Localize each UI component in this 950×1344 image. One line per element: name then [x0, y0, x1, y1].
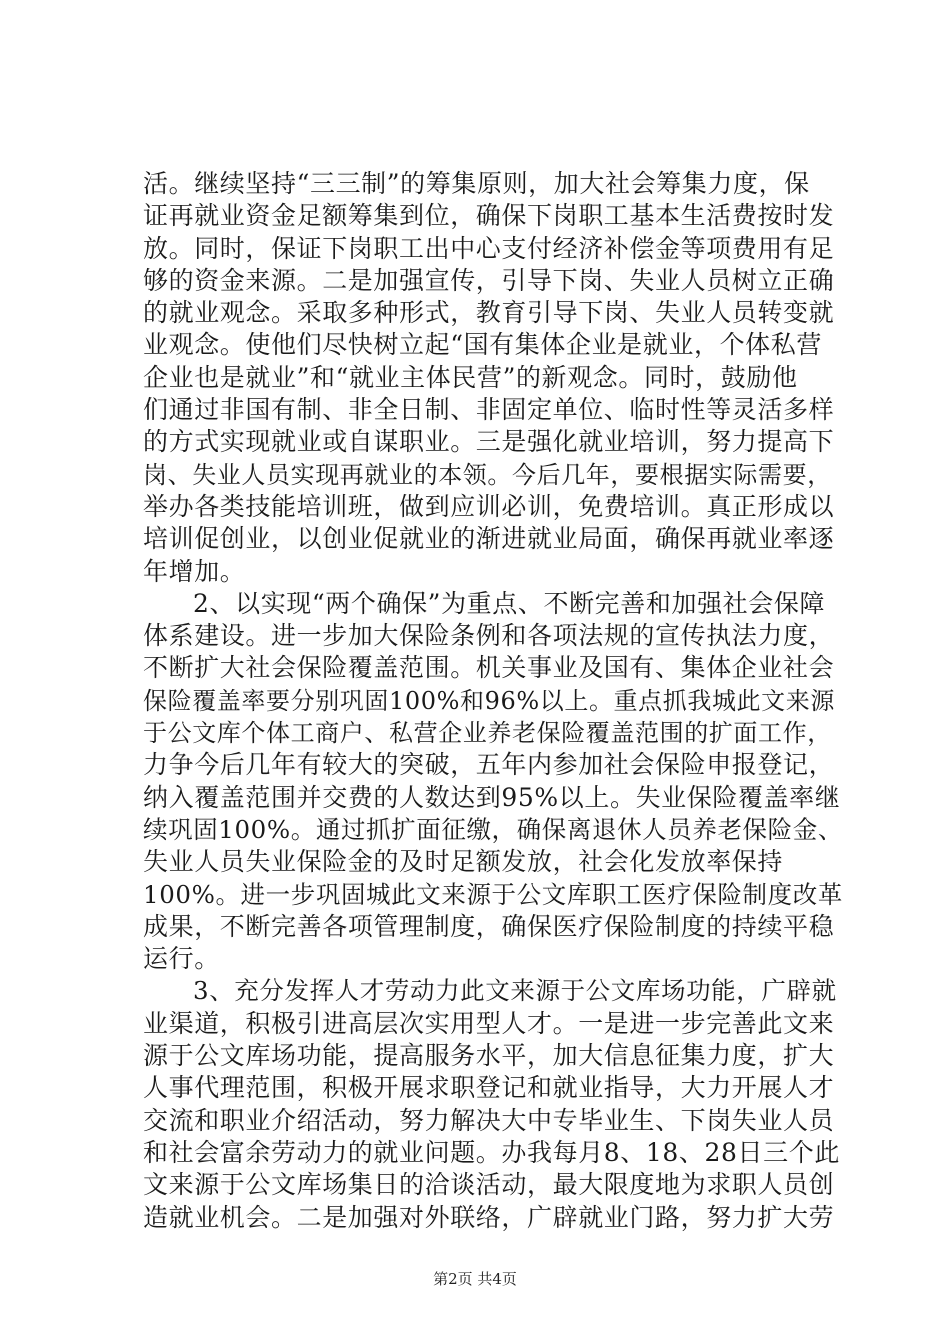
text-line: 运行。	[143, 944, 220, 974]
text-line: 活。继续坚持“三三制”的筹集原则，加大社会筹集力度，保	[143, 169, 810, 198]
text-line: 不断扩大社会保险覆盖范围。机关事业及国有、集体企业社会	[143, 653, 835, 683]
text-line: 源于公文库场功能，提高服务水平，加大信息征集力度，扩大	[143, 1041, 835, 1071]
text-line: 100%。进一步巩固城此文来源于公文库职工医疗保险制度改革	[143, 879, 843, 909]
page-footer: 第2页 共4页	[433, 1270, 517, 1288]
text-line: 和社会富余劳动力的就业问题。办我每月8、18、28日三个此	[143, 1137, 840, 1167]
paragraph	[143, 168, 843, 588]
text-line: 人事代理范围，积极开展求职登记和就业指导，大力开展人才	[143, 1073, 835, 1103]
text-line: 业渠道，积极引进高层次实用型人才。一是进一步完善此文来	[143, 1008, 835, 1038]
text-line: 培训促创业，以创业促就业的渐进就业局面，确保再就业率逐	[143, 524, 835, 554]
text-line: 们通过非国有制、非全日制、非固定单位、临时性等灵活多样	[143, 395, 835, 425]
text-line: 岗、失业人员实现再就业的本领。今后几年，要根据实际需要，	[143, 460, 832, 489]
paragraph	[143, 588, 843, 976]
text-line: 够的资金来源。二是加强宣传，引导下岗、失业人员树立正确	[143, 265, 835, 295]
text-line: 保险覆盖率要分别巩固100%和96%以上。重点抓我城此文来源	[143, 686, 835, 715]
text-line: 的方式实现就业或自谋职业。三是强化就业培训，努力提高下	[143, 427, 835, 457]
text-line: 业观念。使他们尽快树立起“国有集体企业是就业，个体私营	[143, 330, 822, 360]
paragraph	[143, 975, 843, 1233]
text-line: 3、充分发挥人才劳动力此文来源于公文库场功能，广辟就	[193, 976, 837, 1006]
text-line: 放。同时，保证下岗职工出中心支付经济补偿金等项费用有足	[143, 233, 835, 263]
text-line: 成果，不断完善各项管理制度，确保医疗保险制度的持续平稳	[143, 911, 835, 941]
text-line: 体系建设。进一步加大保险条例和各项法规的宣传执法力度，	[143, 621, 835, 651]
text-line: 文来源于公文库场集日的洽谈活动，最大限度地为求职人员创	[143, 1170, 835, 1200]
text-line: 力争今后几年有较大的突破，五年内参加社会保险申报登记，	[143, 750, 835, 780]
text-line: 于公文库个体工商户、私营企业养老保险覆盖范围的扩面工作，	[143, 719, 832, 748]
text-line: 纳入覆盖范围并交费的人数达到95%以上。失业保险覆盖率继	[143, 782, 841, 812]
text-line: 证再就业资金足额筹集到位，确保下岗职工基本生活费按时发	[143, 201, 835, 231]
text-line: 交流和职业介绍活动，努力解决大中专毕业生、下岗失业人员	[143, 1105, 835, 1135]
text-line: 举办各类技能培训班，做到应训必训，免费培训。真正形成以	[143, 491, 835, 521]
document-body	[143, 168, 843, 1234]
text-line: 失业人员失业保险金的及时足额发放，社会化发放率保持	[143, 847, 784, 877]
text-line: 年增加。	[143, 556, 246, 586]
text-line: 续巩固100%。通过抓扩面征缴，确保离退休人员养老保险金、	[143, 814, 843, 844]
text-line: 企业也是就业”和“就业主体民营”的新观念。同时，鼓励他	[143, 362, 798, 392]
text-line: 2、以实现“两个确保”为重点、不断完善和加强社会保障	[193, 588, 826, 618]
text-line: 造就业机会。二是加强对外联络，广辟就业门路，努力扩大劳	[143, 1202, 835, 1232]
text-line: 的就业观念。采取多种形式，教育引导下岗、失业人员转变就	[143, 298, 835, 328]
